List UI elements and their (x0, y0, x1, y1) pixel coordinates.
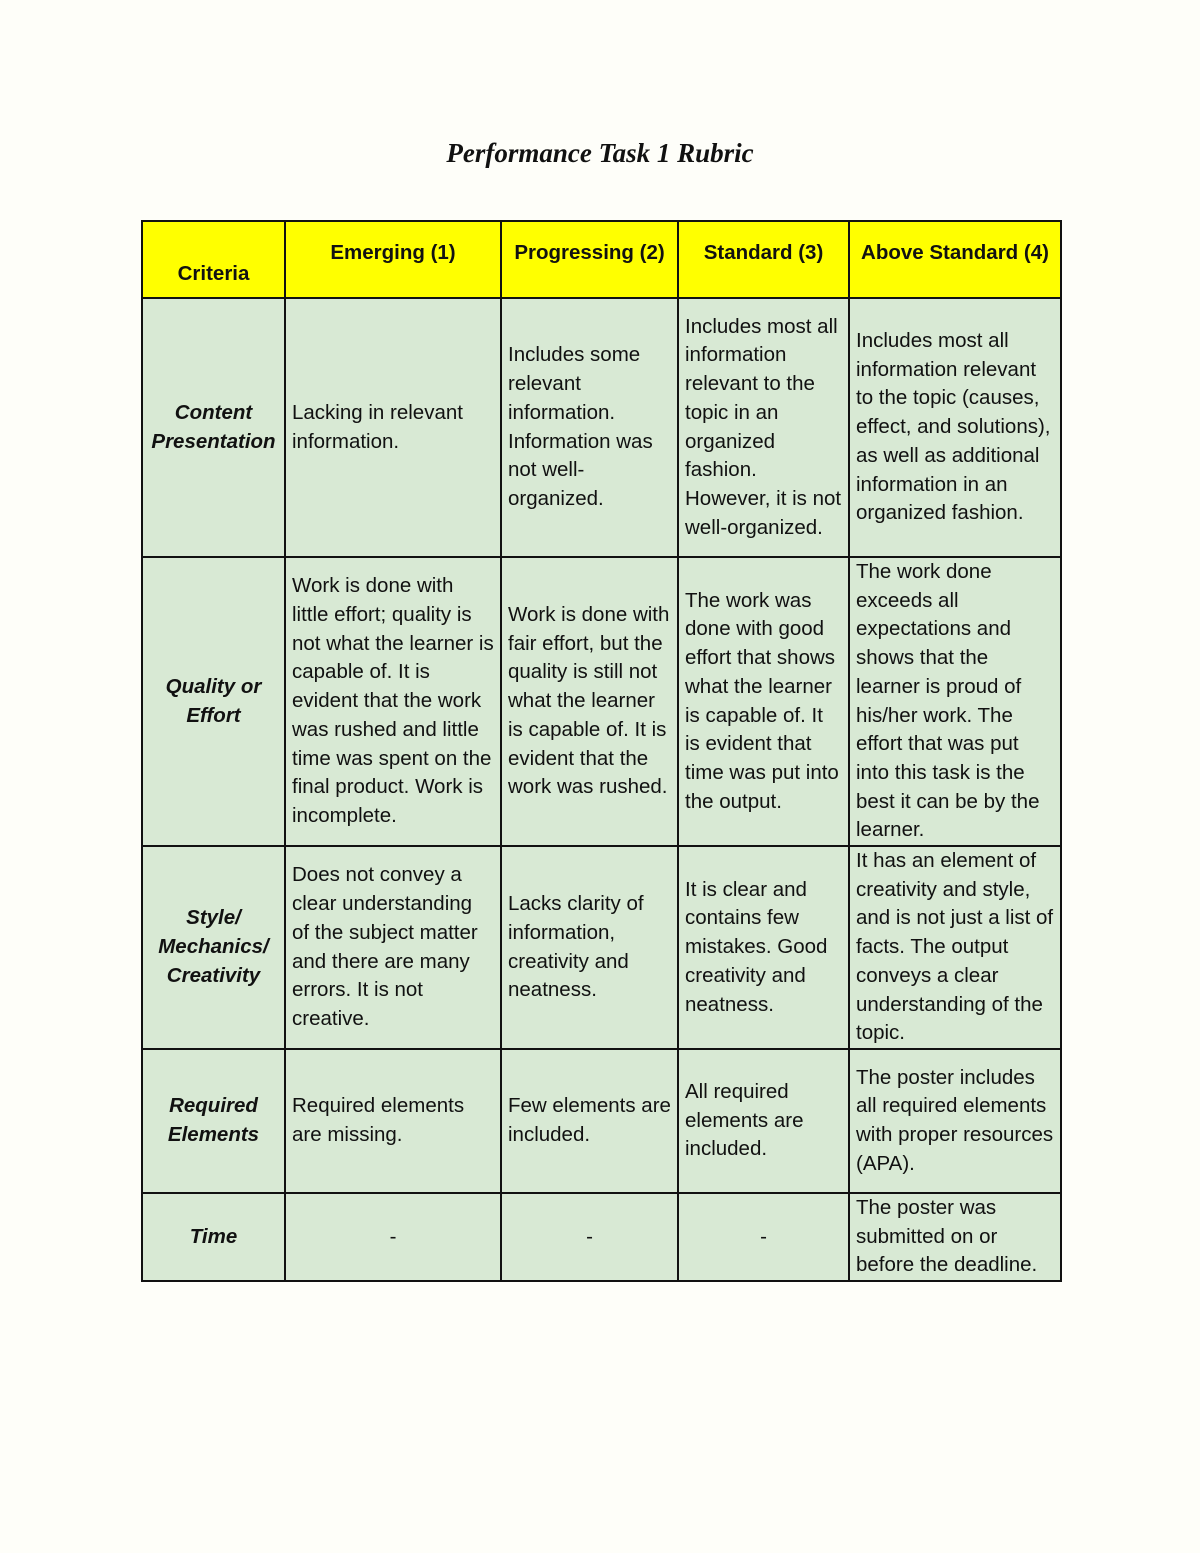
header-emerging: Emerging (1) (285, 221, 501, 298)
rubric-cell: - (285, 1193, 501, 1281)
rubric-cell: The poster includes all required elements with proper resources (APA). (849, 1049, 1061, 1193)
header-above-standard: Above Standard (4) (849, 221, 1061, 298)
table-row (142, 1049, 1061, 1193)
criteria-cell: Content Presentation (142, 298, 285, 557)
rubric-cell: The poster was submitted on or before the deadline. (849, 1193, 1061, 1281)
rubric-cell: Does not convey a clear understanding of the subject matter and there are many errors. It is not creative. (285, 846, 501, 1049)
page-title: Performance Task 1 Rubric (446, 138, 754, 168)
header-standard: Standard (3) (678, 221, 849, 298)
rubric-cell: Lacks clarity of information, creativity and neatness. (501, 846, 678, 1049)
criteria-cell: Time (142, 1193, 285, 1281)
table-row (142, 557, 1061, 846)
rubric-cell: - (678, 1193, 849, 1281)
rubric-cell: The work done exceeds all expectations and shows that the learner is proud of his/her work. The effort that was put into this task is the best it can be by the learner. (849, 557, 1061, 846)
criteria-cell: Quality or Effort (142, 557, 285, 846)
header-row (142, 221, 1061, 298)
rubric-cell: All required elements are included. (678, 1049, 849, 1193)
criteria-cell: Required Elements (142, 1049, 285, 1193)
header-progressing: Progressing (2) (501, 221, 678, 298)
table-row (142, 1193, 1061, 1281)
rubric-cell: Lacking in relevant information. (285, 298, 501, 557)
rubric-cell: Work is done with little effort; quality is not what the learner is capable of. It is evident that the work was rushed and little time was spent on the final product. Work is incomplete. (285, 557, 501, 846)
rubric-cell: It is clear and contains few mistakes. Good creativity and neatness. (678, 846, 849, 1049)
table-row (142, 298, 1061, 557)
rubric-cell: Few elements are included. (501, 1049, 678, 1193)
rubric-cell: Work is done with fair effort, but the quality is still not what the learner is capable of. It is evident that the work was rushed. (501, 557, 678, 846)
rubric-table (141, 220, 1062, 1282)
header-criteria: Criteria (142, 221, 285, 298)
rubric-cell: Required elements are missing. (285, 1049, 501, 1193)
rubric-cell: Includes most all information relevant to the topic (causes, effect, and solutions), as well as additional information in an organized fashion. (849, 298, 1061, 557)
table-row (142, 846, 1061, 1049)
criteria-cell: Style/ Mechanics/ Creativity (142, 846, 285, 1049)
rubric-cell: Includes some relevant information. Information was not well-organized. (501, 298, 678, 557)
rubric-cell: Includes most all information relevant to the topic in an organized fashion. However, it is not well-organized. (678, 298, 849, 557)
rubric-cell: It has an element of creativity and style, and is not just a list of facts. The output conveys a clear understanding of the topic. (849, 846, 1061, 1049)
rubric-cell: The work was done with good effort that shows what the learner is capable of. It is evident that time was put into the output. (678, 557, 849, 846)
rubric-cell: - (501, 1193, 678, 1281)
